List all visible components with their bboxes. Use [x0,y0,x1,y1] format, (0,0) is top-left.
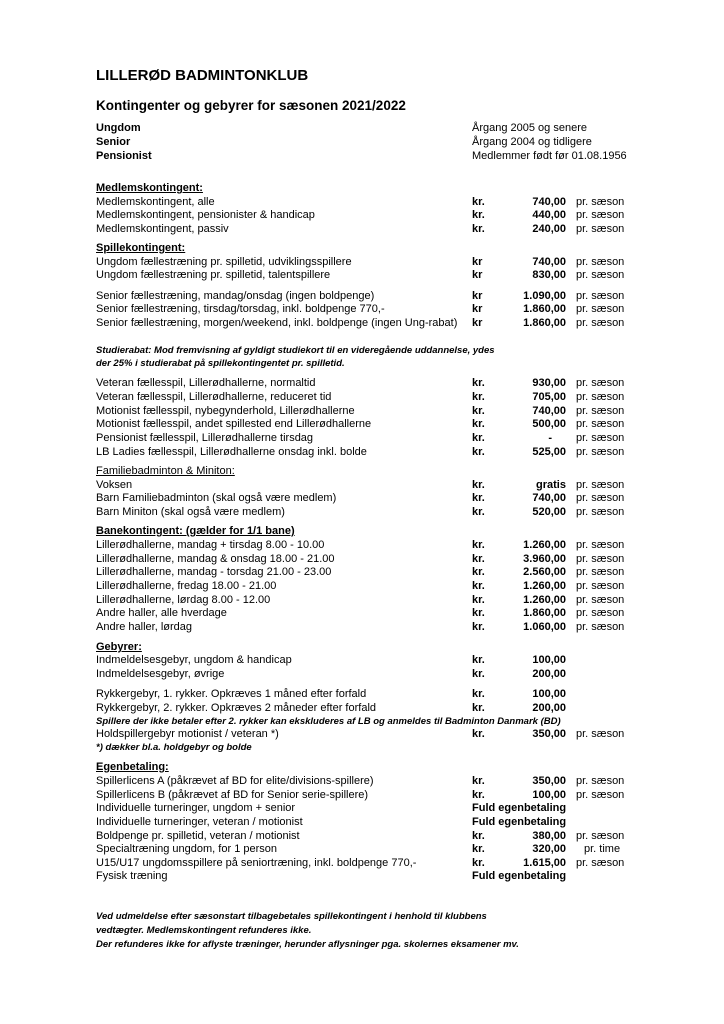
fee-currency: kr. [472,405,485,417]
age-group-label: Ungdom [96,122,141,134]
fee-self-payment: Fuld egenbetaling [472,816,567,828]
fee-label: Fysisk træning [96,870,168,882]
fee-label: Ungdom fællestræning pr. spilletid, udviklingsspillere [96,256,352,268]
fee-label: Medlemskontingent, passiv [96,223,229,235]
fee-amount: 440,00 [532,209,566,221]
fee-unit: pr. sæson [576,317,625,329]
fee-amount: 240,00 [532,223,566,235]
footnote: *) dækker bl.a. holdgebyr og bolde [96,742,252,753]
fee-unit: pr. sæson [576,539,625,551]
age-group-row [96,149,636,163]
section-heading-familie: Familiebadminton & Miniton: [96,465,235,477]
fee-label: Lillerødhallerne, mandag & onsdag 18.00 - 21.00 [96,553,335,565]
section-heading-bane: Banekontingent: (gælder for 1/1 bane) [96,525,295,537]
fee-row [96,801,636,815]
fee-currency: kr. [472,479,485,491]
fee-label: Motionist fællesspil, nybegynderhold, Lillerødhallerne [96,405,355,417]
age-group-row [96,121,636,135]
fee-label: Individuelle turneringer, veteran / motionist [96,816,303,828]
fee-currency: kr. [472,418,485,430]
fee-unit: pr. sæson [576,789,625,801]
fee-row [96,593,636,607]
fee-unit: pr. time [584,843,621,855]
fee-row [96,222,636,236]
age-group-value: Medlemmer født før 01.08.1956 [472,150,627,162]
fee-label: Spillerlicens B (påkrævet af BD for Senior serie-spillere) [96,789,369,801]
refund-note: Der refunderes ikke for aflyste træninger, herunder aflysninger pga. skolernes eksamener mv. [96,939,519,950]
fee-amount: 740,00 [532,196,566,208]
fee-currency: kr. [472,702,485,714]
fee-self-payment: Fuld egenbetaling [472,802,567,814]
fee-amount: 525,00 [532,446,566,458]
fee-unit: pr. sæson [576,223,625,235]
fee-row [96,445,636,459]
fee-amount: 1.260,00 [523,580,566,592]
club-title: LILLERØD BADMINTONKLUB [96,67,309,84]
fee-label: Rykkergebyr, 1. rykker. Opkræves 1 måned efter forfald [96,688,367,700]
fee-amount: 930,00 [532,377,566,389]
fee-label: Holdspillergebyr motionist / veteran *) [96,728,279,740]
fee-row [96,417,636,431]
fee-label: Veteran fællesspil, Lillerødhallerne, normaltid [96,377,316,389]
fee-label: Medlemskontingent, alle [96,196,215,208]
fee-unit: pr. sæson [576,303,625,315]
fee-label: Senior fællestræning, morgen/weekend, inkl. boldpenge (ingen Ung-rabat) [96,317,458,329]
age-group-label: Pensionist [96,150,152,162]
fee-currency: kr [472,256,483,268]
fee-unit: pr. sæson [576,566,625,578]
fee-unit: pr. sæson [576,830,625,842]
fee-row [96,788,636,802]
fee-row [96,376,636,390]
fee-unit: pr. sæson [576,857,625,869]
fee-amount: 830,00 [532,269,566,281]
fee-amount: 1.260,00 [523,539,566,551]
fee-amount: 1.860,00 [523,607,566,619]
fee-currency: kr. [472,789,485,801]
section-heading-medlem: Medlemskontingent: [96,182,203,194]
fee-label: U15/U17 ungdomsspillere på seniortræning, inkl. boldpenge 770,- [96,857,417,869]
fee-amount: - [548,432,552,444]
fee-label: Individuelle turneringer, ungdom + senior [96,802,296,814]
fee-amount: 500,00 [532,418,566,430]
fee-currency: kr. [472,432,485,444]
section-heading-spille: Spillekontingent: [96,242,186,254]
fee-amount: 1.090,00 [523,290,566,302]
fee-amount: 350,00 [532,728,566,740]
age-group-label: Senior [96,136,131,148]
fee-row [96,620,636,634]
fee-label: Andre haller, lørdag [96,621,192,633]
fee-unit: pr. sæson [576,391,625,403]
fee-currency: kr. [472,492,485,504]
fee-row [96,255,636,269]
fee-unit: pr. sæson [576,405,625,417]
fee-unit: pr. sæson [576,196,625,208]
studierabat-note: der 25% i studierabat på spillekontingentet pr. spilletid. [96,358,345,369]
fee-row [96,667,636,681]
fee-row [96,316,636,330]
fee-currency: kr. [472,688,485,700]
fee-amount: 380,00 [532,830,566,842]
fee-row [96,701,636,715]
fee-amount: 3.960,00 [523,553,566,565]
section-heading-gebyr: Gebyrer: [96,641,142,653]
age-group-row [96,135,636,149]
age-group-value: Årgang 2005 og senere [472,122,587,134]
studierabat-note: Studierabat: Mod fremvisning af gyldigt studiekort til en videregående uddannelse, ydes [96,345,495,356]
fee-row [96,687,636,701]
fee-currency: kr. [472,728,485,740]
fee-label: Senior fællestræning, tirsdag/torsdag, inkl. boldpenge 770,- [96,303,385,315]
fee-amount: 705,00 [532,391,566,403]
fee-currency: kr. [472,446,485,458]
fee-currency: kr. [472,775,485,787]
fee-amount: 350,00 [532,775,566,787]
refund-note: Ved udmeldelse efter sæsonstart tilbagebetales spillekontingent i henhold til klubbens [96,911,487,922]
fee-label: Spillerlicens A (påkrævet af BD for elite/divisions-spillere) [96,775,374,787]
fee-row [96,289,636,303]
fee-row [96,829,636,843]
fee-row [96,195,636,209]
fee-unit: pr. sæson [576,446,625,458]
fee-unit: pr. sæson [576,209,625,221]
fee-row [96,869,636,883]
fee-row [96,565,636,579]
fee-label: Lillerødhallerne, fredag 18.00 - 21.00 [96,580,277,592]
fee-currency: kr. [472,594,485,606]
fee-unit: pr. sæson [576,728,625,740]
fee-amount: 200,00 [532,668,566,680]
fee-label: Barn Miniton (skal også være medlem) [96,506,285,518]
fee-row [96,774,636,788]
fee-unit: pr. sæson [576,290,625,302]
fee-unit: pr. sæson [576,775,625,787]
fee-currency: kr. [472,391,485,403]
fee-amount: 740,00 [532,405,566,417]
fee-currency: kr. [472,377,485,389]
exclusion-note: Spillere der ikke betaler efter 2. rykker kan ekskluderes af LB og anmeldes til Badminton Danmark (BD) [96,716,561,727]
fee-label: Lillerødhallerne, lørdag 8.00 - 12.00 [96,594,271,606]
fee-unit: pr. sæson [576,479,625,491]
fee-label: Lillerødhallerne, mandag - torsdag 21.00 - 23.00 [96,566,332,578]
fee-label: Voksen [96,479,133,491]
fee-currency: kr. [472,209,485,221]
fee-amount: 1.060,00 [523,621,566,633]
refund-note: vedtægter. Medlemskontingent refunderes ikke. [96,925,312,936]
fee-row [96,606,636,620]
fee-amount: 100,00 [532,654,566,666]
fee-currency: kr [472,317,483,329]
fee-amount: 1.260,00 [523,594,566,606]
fee-currency: kr [472,290,483,302]
fee-row [96,505,636,519]
fee-currency: kr. [472,580,485,592]
fee-row [96,478,636,492]
fee-currency: kr. [472,196,485,208]
fee-unit: pr. sæson [576,432,625,444]
fee-row [96,727,636,741]
fee-label: Senior fællestræning, mandag/onsdag (ingen boldpenge) [96,290,375,302]
fee-label: Ungdom fællestræning pr. spilletid, talentspillere [96,269,331,281]
fee-row [96,431,636,445]
fee-amount: 1.615,00 [523,857,566,869]
fee-unit: pr. sæson [576,580,625,592]
fee-label: Lillerødhallerne, mandag + tirsdag 8.00 - 10.00 [96,539,325,551]
fee-currency: kr. [472,506,485,518]
section-heading-egen: Egenbetaling: [96,761,169,773]
fee-unit: pr. sæson [576,256,625,268]
fee-currency: kr. [472,539,485,551]
fee-row [96,302,636,316]
fee-unit: pr. sæson [576,594,625,606]
fee-label: Pensionist fællesspil, Lillerødhallerne tirsdag [96,432,314,444]
fee-amount: 520,00 [532,506,566,518]
fee-currency: kr. [472,668,485,680]
fee-unit: pr. sæson [576,418,625,430]
fee-row [96,579,636,593]
fee-currency: kr. [472,566,485,578]
fee-unit: pr. sæson [576,621,625,633]
fee-currency: kr. [472,857,485,869]
fee-amount: 320,00 [532,843,566,855]
fee-label: Boldpenge pr. spilletid, veteran / motionist [96,830,300,842]
fee-currency: kr. [472,553,485,565]
fee-currency: kr. [472,654,485,666]
fee-unit: pr. sæson [576,492,625,504]
fee-self-payment: Fuld egenbetaling [472,870,567,882]
fee-row [96,815,636,829]
fee-row [96,208,636,222]
fee-row [96,491,636,505]
fee-unit: pr. sæson [576,506,625,518]
fee-label: Indmeldelsesgebyr, øvrige [96,668,225,680]
fee-amount: 1.860,00 [523,303,566,315]
fee-label: Motionist fællesspil, andet spillested end Lillerødhallerne [96,418,372,430]
fee-row [96,390,636,404]
fee-amount: 100,00 [532,688,566,700]
fee-label: Barn Familiebadminton (skal også være medlem) [96,492,337,504]
fee-row [96,552,636,566]
age-group-value: Årgang 2004 og tidligere [472,136,592,148]
fee-label: Specialtræning ungdom, for 1 person [96,843,277,855]
fee-row [96,404,636,418]
fee-unit: pr. sæson [576,269,625,281]
fee-label: Indmeldelsesgebyr, ungdom & handicap [96,654,292,666]
fee-currency: kr. [472,830,485,842]
fee-currency: kr [472,269,483,281]
fee-row [96,538,636,552]
fee-unit: pr. sæson [576,607,625,619]
fee-currency: kr. [472,223,485,235]
fee-label: Rykkergebyr, 2. rykker. Opkræves 2 måneder efter forfald [96,702,377,714]
fee-currency: kr. [472,843,485,855]
fee-label: Veteran fællesspil, Lillerødhallerne, reduceret tid [96,391,332,403]
fee-currency: kr [472,303,483,315]
fee-amount: 740,00 [532,256,566,268]
fee-row [96,268,636,282]
fee-label: LB Ladies fællesspil, Lillerødhallerne onsdag inkl. bolde [96,446,367,458]
fee-label: Andre haller, alle hverdage [96,607,227,619]
fee-amount: 2.560,00 [523,566,566,578]
fee-amount: 200,00 [532,702,566,714]
fee-row [96,842,636,856]
fee-unit: pr. sæson [576,377,625,389]
fee-amount: 100,00 [532,789,566,801]
fee-amount: 1.860,00 [523,317,566,329]
fee-row [96,856,636,870]
fee-currency: kr. [472,607,485,619]
fee-label: Medlemskontingent, pensionister & handicap [96,209,315,221]
fee-row [96,653,636,667]
fee-unit: pr. sæson [576,553,625,565]
fee-currency: kr. [472,621,485,633]
season-subtitle: Kontingenter og gebyrer for sæsonen 2021/2022 [96,98,406,113]
fee-amount: gratis [536,479,566,491]
fee-amount: 740,00 [532,492,566,504]
